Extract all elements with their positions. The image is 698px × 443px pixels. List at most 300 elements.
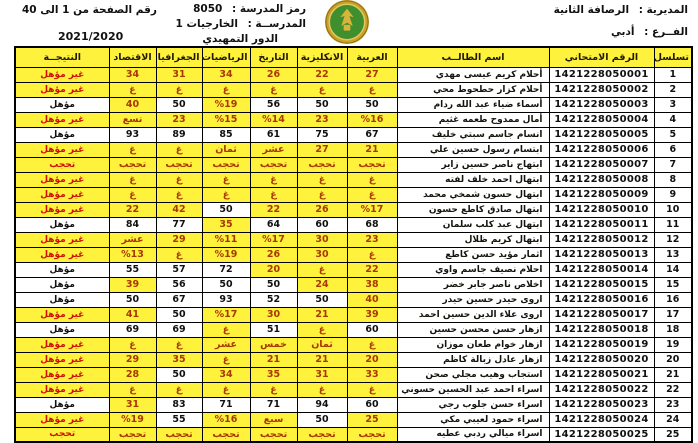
exam-number-cell: 1421228050009: [549, 187, 654, 202]
mark-cell: 38: [347, 277, 397, 292]
mark-cell: 27: [297, 142, 347, 157]
results-tbody: [15, 67, 692, 442]
mark-cell: 57: [156, 262, 202, 277]
mark-cell: 23: [347, 232, 397, 247]
mark-cell: 35: [156, 352, 202, 367]
mark-cell: غ: [297, 172, 347, 187]
column-header: الانكليزية: [297, 47, 347, 67]
mark-cell: غ: [109, 187, 156, 202]
mark-cell: 68: [347, 217, 397, 232]
mark-cell: 30: [250, 307, 297, 322]
mark-cell: 50: [156, 97, 202, 112]
mark-cell: غ: [109, 382, 156, 397]
academic-year: 2021/2020: [58, 30, 124, 43]
serial-cell: 20: [654, 352, 692, 367]
mark-cell: 22: [109, 202, 156, 217]
serial-cell: 6: [654, 142, 692, 157]
mark-cell: غ: [347, 187, 397, 202]
mark-cell: 61: [250, 127, 297, 142]
mark-cell: غ: [202, 322, 250, 337]
exam-number-cell: 1421228050022: [549, 382, 654, 397]
table-row: [15, 127, 692, 142]
mark-cell: 21: [250, 352, 297, 367]
table-row: [15, 172, 692, 187]
table-row: [15, 337, 692, 352]
mark-cell: 69: [109, 322, 156, 337]
result-cell: غير مؤهل: [15, 142, 109, 157]
mark-cell: %16: [202, 412, 250, 427]
mark-cell: 71: [250, 397, 297, 412]
mark-cell: 60: [347, 397, 397, 412]
exam-number-cell: 1421228050021: [549, 367, 654, 382]
mark-cell: 28: [109, 367, 156, 382]
mark-cell: 40: [347, 292, 397, 307]
exam-number-cell: 1421228050023: [549, 397, 654, 412]
mark-cell: تحجب: [109, 427, 156, 442]
table-row: [15, 292, 692, 307]
mark-cell: غ: [297, 322, 347, 337]
mark-cell: %14: [250, 112, 297, 127]
serial-cell: 16: [654, 292, 692, 307]
student-name-cell: أسماء ضياء عبد الله ردام: [397, 97, 549, 112]
mark-cell: 50: [297, 412, 347, 427]
serial-cell: 22: [654, 382, 692, 397]
mark-cell: تحجب: [109, 157, 156, 172]
result-cell: مؤهل: [15, 397, 109, 412]
mark-cell: 22: [297, 67, 347, 82]
mark-cell: %19: [202, 97, 250, 112]
table-row: [15, 277, 692, 292]
exam-number-cell: 1421228050001: [549, 67, 654, 82]
mark-cell: %11: [202, 232, 250, 247]
results-table: [14, 46, 693, 443]
student-name-cell: ابتهال عبد كلب سلمان: [397, 217, 549, 232]
serial-cell: 8: [654, 172, 692, 187]
student-name-cell: اسراء ميالي ردبي عطيه: [397, 427, 549, 442]
mark-cell: 64: [250, 217, 297, 232]
column-header: الرقم الامتحاني: [549, 47, 654, 67]
mark-cell: غ: [109, 142, 156, 157]
mark-cell: ثمان: [202, 142, 250, 157]
mark-cell: غ: [156, 337, 202, 352]
mark-cell: 39: [109, 277, 156, 292]
result-cell: غير مؤهل: [15, 247, 109, 262]
exam-number-cell: 1421228050016: [549, 292, 654, 307]
mark-cell: 26: [250, 67, 297, 82]
column-header: تسلسل: [654, 47, 692, 67]
column-header: الرياضيات: [202, 47, 250, 67]
student-name-cell: اسراء احمد عبد الحسين حسوني: [397, 382, 549, 397]
mark-cell: 31: [297, 367, 347, 382]
table-row: [15, 157, 692, 172]
serial-cell: 13: [654, 247, 692, 262]
result-cell: غير مؤهل: [15, 232, 109, 247]
student-name-cell: اسراء حسن جلوب رجي: [397, 397, 549, 412]
serial-cell: 5: [654, 127, 692, 142]
result-cell: مؤهل: [15, 292, 109, 307]
mark-cell: 93: [109, 127, 156, 142]
student-name-cell: ابتهال حسون شمخي محمد: [397, 187, 549, 202]
mark-cell: 22: [347, 262, 397, 277]
exam-number-cell: 1421228050025: [549, 427, 654, 442]
exam-number-cell: 1421228050003: [549, 97, 654, 112]
student-name-cell: ابتهال احمد خلف لفته: [397, 172, 549, 187]
mark-cell: غ: [347, 247, 397, 262]
mark-cell: غ: [347, 82, 397, 97]
mark-cell: 85: [202, 127, 250, 142]
student-name-cell: ازهار عادل زبالة كاظم: [397, 352, 549, 367]
mark-cell: 56: [156, 277, 202, 292]
exam-number-cell: 1421228050024: [549, 412, 654, 427]
mark-cell: غ: [347, 172, 397, 187]
mark-cell: 30: [297, 247, 347, 262]
mark-cell: غ: [202, 187, 250, 202]
mark-cell: غ: [156, 247, 202, 262]
mark-cell: 20: [347, 352, 397, 367]
table-row: [15, 382, 692, 397]
student-name-cell: ازهار خوام طعان موزان: [397, 337, 549, 352]
mark-cell: 22: [250, 202, 297, 217]
result-cell: مؤهل: [15, 97, 109, 112]
mark-cell: غ: [250, 172, 297, 187]
mark-cell: تحجب: [297, 427, 347, 442]
student-name-cell: اخلاص ناصر جابر خضر: [397, 277, 549, 292]
mark-cell: غ: [202, 172, 250, 187]
directorate-line: [554, 4, 688, 16]
mark-cell: تحجب: [202, 157, 250, 172]
mark-cell: 30: [297, 232, 347, 247]
table-row: [15, 202, 692, 217]
mark-cell: 94: [297, 397, 347, 412]
mark-cell: 20: [250, 262, 297, 277]
exam-number-cell: 1421228050019: [549, 337, 654, 352]
result-cell: غير مؤهل: [15, 172, 109, 187]
mark-cell: 50: [156, 307, 202, 322]
school-name-line: [176, 17, 307, 32]
mark-cell: عشر: [202, 337, 250, 352]
result-cell: غير مؤهل: [15, 412, 109, 427]
exam-number-cell: 1421228050012: [549, 232, 654, 247]
table-row: [15, 352, 692, 367]
mark-cell: غ: [250, 382, 297, 397]
student-name-cell: ابتهاج ناصر حسين زاير: [397, 157, 549, 172]
exam-number-cell: 1421228050006: [549, 142, 654, 157]
mark-cell: 77: [156, 217, 202, 232]
school-code-line: [176, 2, 307, 17]
exam-number-cell: 1421228050005: [549, 127, 654, 142]
serial-cell: 2: [654, 82, 692, 97]
mark-cell: %17: [250, 232, 297, 247]
mark-cell: 75: [297, 127, 347, 142]
mark-cell: 50: [297, 97, 347, 112]
mark-cell: 31: [156, 67, 202, 82]
school-code-label: رمز المدرسة :: [232, 3, 306, 15]
mark-cell: %16: [347, 112, 397, 127]
mark-cell: غ: [156, 172, 202, 187]
mark-cell: 56: [250, 97, 297, 112]
mark-cell: %19: [202, 247, 250, 262]
mark-cell: 50: [250, 277, 297, 292]
mark-cell: 67: [156, 292, 202, 307]
table-row: [15, 217, 692, 232]
student-name-cell: ازهار حسن محسن حسين: [397, 322, 549, 337]
table-row: [15, 307, 692, 322]
mark-cell: تحجب: [347, 427, 397, 442]
mark-cell: 27: [347, 67, 397, 82]
student-name-cell: اروى علاء الدين حسين احمد: [397, 307, 549, 322]
mark-cell: غ: [109, 172, 156, 187]
result-cell: غير مؤهل: [15, 337, 109, 352]
mark-cell: غ: [156, 82, 202, 97]
table-row: [15, 67, 692, 82]
student-name-cell: ابتسام رسول حسين علي: [397, 142, 549, 157]
table-header-row: [15, 47, 692, 67]
column-header: النتيجــة: [15, 47, 109, 67]
mark-cell: 93: [202, 292, 250, 307]
serial-cell: 3: [654, 97, 692, 112]
serial-cell: 7: [654, 157, 692, 172]
student-name-cell: أحلام كزار حطحوط محي: [397, 82, 549, 97]
result-cell: غير مؤهل: [15, 367, 109, 382]
mark-cell: 83: [156, 397, 202, 412]
result-cell: غير مؤهل: [15, 67, 109, 82]
school-label: المدرســة :: [247, 18, 306, 30]
result-cell: تحجب: [15, 427, 109, 442]
mark-cell: غ: [202, 382, 250, 397]
student-name-cell: ابتهال صادق كاطع حسون: [397, 202, 549, 217]
exam-number-cell: 1421228050004: [549, 112, 654, 127]
student-name-cell: انسام جاسم سبتي خليف: [397, 127, 549, 142]
result-cell: غير مؤهل: [15, 187, 109, 202]
mark-cell: تحجب: [156, 157, 202, 172]
result-cell: مؤهل: [15, 322, 109, 337]
table-row: [15, 262, 692, 277]
result-cell: مؤهل: [15, 217, 109, 232]
directorate-value: الرصافة الثانية: [553, 4, 630, 16]
mark-cell: 21: [297, 307, 347, 322]
mark-cell: %17: [347, 202, 397, 217]
mark-cell: غ: [202, 352, 250, 367]
school-block: [176, 2, 307, 47]
result-cell: غير مؤهل: [15, 112, 109, 127]
mark-cell: 39: [347, 307, 397, 322]
mark-cell: 89: [156, 127, 202, 142]
mark-cell: 21: [347, 142, 397, 157]
mark-cell: عشر: [250, 142, 297, 157]
mark-cell: تسع: [109, 112, 156, 127]
mark-cell: 55: [109, 262, 156, 277]
result-cell: غير مؤهل: [15, 307, 109, 322]
mark-cell: 71: [202, 397, 250, 412]
mark-cell: 42: [156, 202, 202, 217]
mark-cell: %17: [202, 307, 250, 322]
table-row: [15, 142, 692, 157]
result-cell: غير مؤهل: [15, 202, 109, 217]
exam-number-cell: 1421228050018: [549, 322, 654, 337]
mark-cell: 50: [202, 277, 250, 292]
table-row: [15, 82, 692, 97]
serial-cell: 15: [654, 277, 692, 292]
mark-cell: 26: [297, 202, 347, 217]
mark-cell: 23: [156, 112, 202, 127]
mark-cell: 84: [109, 217, 156, 232]
mark-cell: 25: [347, 412, 397, 427]
serial-cell: 25: [654, 427, 692, 442]
student-name-cell: أحلام كريم عيسى مهدي: [397, 67, 549, 82]
mark-cell: ثمان: [297, 337, 347, 352]
student-name-cell: اسراء حمود لعيبي مكي: [397, 412, 549, 427]
serial-cell: 14: [654, 262, 692, 277]
mark-cell: 26: [250, 247, 297, 262]
result-cell: مؤهل: [15, 277, 109, 292]
mark-cell: تحجب: [202, 427, 250, 442]
mark-cell: غ: [156, 142, 202, 157]
school-name-value: الخارجيات 1: [175, 18, 238, 30]
mark-cell: 21: [297, 352, 347, 367]
student-name-cell: احلام نصيف جاسم واوي: [397, 262, 549, 277]
column-header: الجغرافيا: [156, 47, 202, 67]
column-header: اسم الطالــب: [397, 47, 549, 67]
serial-cell: 23: [654, 397, 692, 412]
exam-number-cell: 1421228050014: [549, 262, 654, 277]
mark-cell: 29: [109, 352, 156, 367]
serial-cell: 19: [654, 337, 692, 352]
mark-cell: خمس: [250, 337, 297, 352]
mark-cell: 35: [250, 367, 297, 382]
exam-number-cell: 1421228050010: [549, 202, 654, 217]
mark-cell: غ: [109, 337, 156, 352]
exam-number-cell: 1421228050007: [549, 157, 654, 172]
mark-cell: تحجب: [347, 157, 397, 172]
column-header: العربية: [347, 47, 397, 67]
mark-cell: عشر: [109, 232, 156, 247]
serial-cell: 24: [654, 412, 692, 427]
branch-value: أدبي: [610, 26, 635, 38]
mark-cell: 50: [202, 202, 250, 217]
serial-cell: 4: [654, 112, 692, 127]
exam-number-cell: 1421228050020: [549, 352, 654, 367]
table-row: [15, 397, 692, 412]
mark-cell: غ: [109, 82, 156, 97]
table-row: [15, 112, 692, 127]
mark-cell: 34: [109, 67, 156, 82]
exam-number-cell: 1421228050011: [549, 217, 654, 232]
table-row: [15, 187, 692, 202]
mark-cell: 29: [156, 232, 202, 247]
exam-number-cell: 1421228050008: [549, 172, 654, 187]
exam-number-cell: 1421228050017: [549, 307, 654, 322]
page-info: رقم الصفحة من 1 الى 40: [22, 4, 157, 16]
result-cell: غير مؤهل: [15, 82, 109, 97]
exam-number-cell: 1421228050015: [549, 277, 654, 292]
mark-cell: 31: [109, 397, 156, 412]
mark-cell: غ: [202, 82, 250, 97]
student-name-cell: استجاب وهيب مجلي صحن: [397, 367, 549, 382]
mark-cell: غ: [250, 187, 297, 202]
student-name-cell: اروى حيدر حسين حيدر: [397, 292, 549, 307]
mark-cell: غ: [297, 382, 347, 397]
mark-cell: 34: [202, 67, 250, 82]
mark-cell: تحجب: [250, 157, 297, 172]
mark-cell: 24: [297, 277, 347, 292]
mark-cell: سبع: [250, 412, 297, 427]
table-row: [15, 322, 692, 337]
mark-cell: 51: [250, 322, 297, 337]
student-name-cell: ابتهال كريم ظلال: [397, 232, 549, 247]
round-line: الدور التمهيدي: [202, 33, 278, 45]
mark-cell: %13: [109, 247, 156, 262]
mark-cell: 72: [202, 262, 250, 277]
mark-cell: غ: [156, 382, 202, 397]
mark-cell: غ: [347, 337, 397, 352]
mark-cell: 60: [297, 217, 347, 232]
result-cell: مؤهل: [15, 262, 109, 277]
table-row: [15, 367, 692, 382]
result-cell: تحجب: [15, 157, 109, 172]
branch-label: الفــرع :: [644, 26, 688, 38]
mark-cell: 50: [109, 292, 156, 307]
serial-cell: 1: [654, 67, 692, 82]
table-row: [15, 247, 692, 262]
mark-cell: غ: [250, 82, 297, 97]
serial-cell: 18: [654, 322, 692, 337]
mark-cell: %15: [202, 112, 250, 127]
serial-cell: 9: [654, 187, 692, 202]
mark-cell: 67: [347, 127, 397, 142]
ministry-emblem-icon: [324, 0, 370, 45]
mark-cell: 40: [109, 97, 156, 112]
table-row: [15, 232, 692, 247]
table-row: [15, 412, 692, 427]
exam-number-cell: 1421228050002: [549, 82, 654, 97]
mark-cell: 41: [109, 307, 156, 322]
serial-cell: 12: [654, 232, 692, 247]
mark-cell: 50: [347, 97, 397, 112]
mark-cell: 35: [202, 217, 250, 232]
mark-cell: غ: [297, 82, 347, 97]
mark-cell: %19: [109, 412, 156, 427]
column-header: الاقتصاد: [109, 47, 156, 67]
serial-cell: 21: [654, 367, 692, 382]
mark-cell: 50: [156, 367, 202, 382]
mark-cell: 55: [156, 412, 202, 427]
mark-cell: غ: [347, 382, 397, 397]
mark-cell: 23: [297, 112, 347, 127]
mark-cell: 60: [347, 322, 397, 337]
serial-cell: 10: [654, 202, 692, 217]
mark-cell: تحجب: [156, 427, 202, 442]
result-cell: غير مؤهل: [15, 382, 109, 397]
mark-cell: غ: [156, 187, 202, 202]
serial-cell: 17: [654, 307, 692, 322]
mark-cell: 34: [202, 367, 250, 382]
mark-cell: 69: [156, 322, 202, 337]
mark-cell: غ: [297, 262, 347, 277]
mark-cell: تحجب: [297, 157, 347, 172]
branch-line: [611, 26, 688, 38]
result-cell: مؤهل: [15, 127, 109, 142]
student-name-cell: أمال ممدوح طعمه غثيم: [397, 112, 549, 127]
mark-cell: 52: [250, 292, 297, 307]
mark-cell: تحجب: [250, 427, 297, 442]
student-name-cell: اثمار مؤيد حسن كاطع: [397, 247, 549, 262]
result-cell: غير مؤهل: [15, 352, 109, 367]
school-code-value: 8050: [193, 3, 223, 15]
exam-number-cell: 1421228050013: [549, 247, 654, 262]
mark-cell: 33: [347, 367, 397, 382]
column-header: التاريخ: [250, 47, 297, 67]
mark-cell: غ: [297, 187, 347, 202]
